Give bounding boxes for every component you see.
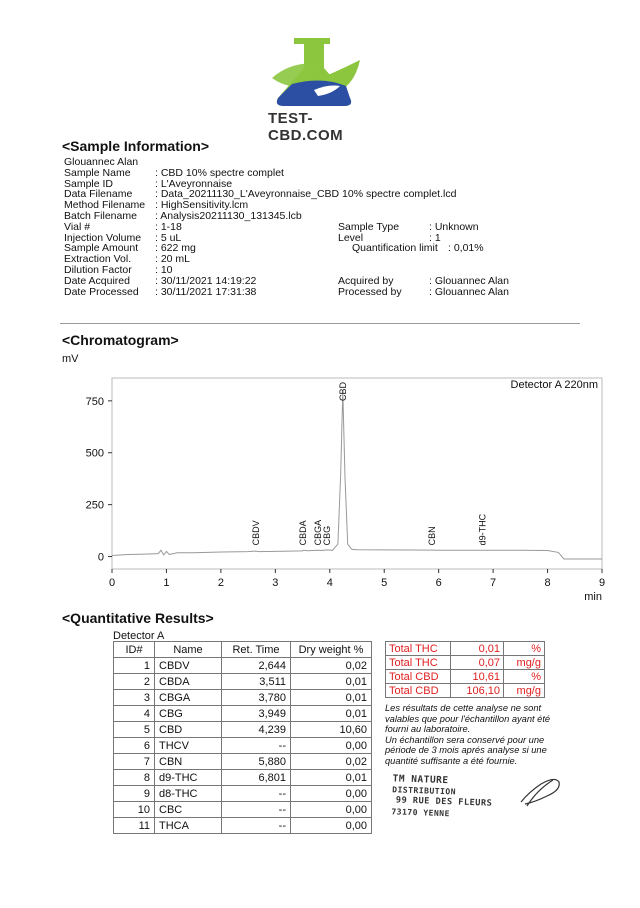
chromatogram-trace	[112, 391, 602, 560]
info-value-right: : Glouannec Alan	[429, 285, 509, 298]
cell-dry-weight: 0,00	[291, 786, 372, 802]
cell-ret-time: --	[222, 802, 291, 818]
cell-name: THCV	[155, 738, 222, 754]
cell-id: 10	[114, 802, 155, 818]
info-value: : 10	[155, 264, 173, 276]
info-value-right: : Unknown	[429, 220, 479, 233]
table-row	[114, 786, 372, 802]
info-value: : 20 mL	[155, 253, 191, 266]
table-row	[114, 754, 372, 770]
note-line: valables que pour l'échantillon ayant été	[385, 713, 551, 724]
chromatogram-heading: <Chromatogram>	[62, 332, 179, 348]
y-tick-label: 250	[85, 499, 104, 512]
cell-name: CBDV	[155, 658, 222, 674]
quant-detector-label: Detector A	[113, 630, 165, 642]
table-row	[114, 802, 372, 818]
stamp-line: TM NATURE	[392, 773, 449, 787]
cell-name: CBC	[155, 802, 222, 818]
peak-label: CBN	[427, 526, 438, 546]
table-row	[114, 690, 372, 706]
peak-label: CBD	[337, 382, 348, 402]
table-row	[114, 722, 372, 738]
x-tick-label: 6	[435, 577, 442, 589]
detector-label: Detector A 220nm	[510, 379, 598, 391]
cell-name: CBN	[155, 754, 222, 770]
info-label-right: Quantification limit	[352, 242, 438, 255]
sample-info-block	[64, 157, 584, 307]
logo-text: TEST-CBD.COM	[268, 110, 344, 144]
total-value: 10,61	[451, 670, 504, 684]
cell-id: 5	[114, 722, 155, 738]
owner-name: Glouannec Alan	[64, 156, 139, 168]
table-row	[114, 658, 372, 674]
sample-info-heading: <Sample Information>	[62, 138, 210, 154]
cell-name: CBGA	[155, 690, 222, 706]
info-value: : L'Aveyronnaise	[155, 177, 233, 190]
note-line: Les résultats de cette analyse ne sont	[385, 703, 542, 713]
info-value-right: : 1	[429, 231, 441, 244]
x-tick-label: 2	[217, 577, 224, 589]
info-value-right: : 0,01%	[448, 242, 484, 255]
info-label-right: Level	[338, 231, 364, 244]
cell-dry-weight: 0,00	[291, 802, 372, 818]
note-line: période de 3 mois aprés analyse si une	[385, 745, 547, 755]
y-axis-label: mV	[62, 353, 79, 365]
quant-table	[113, 641, 372, 834]
info-value: : HighSensitivity.lcm	[155, 199, 249, 212]
total-unit: mg/g	[504, 656, 545, 670]
cell-dry-weight: 0,02	[291, 754, 372, 770]
cell-name: THCA	[155, 818, 222, 834]
cell-ret-time: 3,949	[222, 706, 291, 722]
cell-dry-weight: 0,00	[291, 818, 372, 834]
cell-id: 4	[114, 706, 155, 722]
cell-ret-time: 2,644	[222, 658, 291, 674]
info-label: Sample Name	[64, 166, 131, 179]
note-line: quantité suffisante a été fournie.	[385, 755, 518, 766]
cell-ret-time: 3,780	[222, 690, 291, 706]
signature-icon	[515, 772, 565, 812]
peak-label: d9-THC	[477, 513, 488, 546]
info-value: : 5 uL	[155, 231, 182, 244]
cell-name: d9-THC	[155, 770, 222, 786]
col-id: ID#	[114, 642, 155, 658]
disclaimer-note	[385, 703, 585, 766]
x-axis-label: min	[584, 591, 602, 603]
note-line: fourni au laboratoire.	[385, 724, 471, 734]
col-dry-weight: Dry weight %	[291, 642, 372, 658]
cell-dry-weight: 0,01	[291, 706, 372, 722]
peak-label: CBDA	[298, 520, 309, 546]
total-label: Total CBD	[386, 670, 451, 684]
table-row	[114, 770, 372, 786]
cell-name: CBD	[155, 722, 222, 738]
total-value: 0,07	[451, 656, 504, 670]
note-line: Un échantillon sera conservé pour une	[385, 734, 545, 745]
company-stamp	[391, 773, 493, 820]
total-unit: %	[504, 670, 545, 684]
col-ret-time: Ret. Time	[222, 642, 291, 658]
info-label: Sample Amount	[64, 242, 139, 255]
cell-name: d8-THC	[155, 786, 222, 802]
info-value: : 30/11/2021 14:19:22	[155, 274, 257, 287]
info-label: Data Filename	[64, 188, 133, 201]
info-label: Extraction Vol.	[64, 253, 132, 266]
info-label: Injection Volume	[64, 231, 142, 244]
cell-ret-time: --	[222, 738, 291, 754]
totals-row	[386, 670, 545, 684]
x-tick-label: 8	[544, 577, 551, 589]
cell-ret-time: 4,239	[222, 722, 291, 738]
info-value-right: : Glouannec Alan	[429, 274, 509, 287]
total-label: Total THC	[386, 642, 451, 656]
info-value: : 1-18	[155, 220, 182, 233]
info-value: : Analysis20211130_131345.lcb	[155, 210, 302, 222]
x-tick-label: 1	[163, 577, 170, 589]
divider	[60, 323, 580, 324]
stamp-line: 99 RUE DES FLEURS	[395, 795, 493, 809]
cell-dry-weight: 0,01	[291, 690, 372, 706]
x-tick-label: 4	[326, 577, 333, 589]
info-value: : 622 mg	[155, 242, 196, 255]
info-value: : CBD 10% spectre complet	[155, 166, 284, 179]
total-value: 0,01	[451, 642, 504, 656]
cell-id: 1	[114, 658, 155, 674]
flask-logo-icon	[262, 30, 378, 110]
total-unit: %	[504, 642, 545, 656]
info-label: Sample ID	[64, 177, 114, 190]
info-value: : Data_20211130_L'Aveyronnaise_CBD 10% spectre complet.lcd	[155, 188, 457, 201]
peak-label: CBGA	[312, 519, 323, 546]
info-label: Batch Filename	[64, 210, 137, 222]
cell-dry-weight: 0,02	[291, 658, 372, 674]
cell-name: CBDA	[155, 674, 222, 690]
x-tick-label: 3	[272, 577, 279, 589]
x-tick-label: 5	[381, 577, 388, 589]
info-label: Vial #	[64, 220, 91, 233]
cell-id: 11	[114, 818, 155, 834]
stamp-line: DISTRIBUTION	[392, 785, 457, 797]
cell-dry-weight: 0,01	[291, 770, 372, 786]
peak-label: CBG	[322, 525, 333, 546]
quant-heading: <Quantitative Results>	[62, 610, 214, 626]
total-label: Total CBD	[386, 684, 451, 698]
quant-header-row	[114, 642, 372, 658]
x-tick-label: 9	[598, 577, 606, 589]
totals-table	[385, 641, 545, 698]
cell-id: 9	[114, 786, 155, 802]
info-label: Dilution Factor	[64, 264, 132, 276]
chromatogram-chart	[60, 348, 620, 610]
cell-ret-time: 3,511	[222, 674, 291, 690]
info-label-right: Sample Type	[338, 220, 400, 233]
info-label: Date Acquired	[64, 274, 130, 287]
test-cbd-logo	[262, 30, 378, 144]
cell-dry-weight: 10,60	[291, 722, 372, 738]
col-name: Name	[155, 642, 222, 658]
info-value: : 30/11/2021 17:31:38	[155, 285, 257, 298]
cell-id: 8	[114, 770, 155, 786]
cell-ret-time: --	[222, 786, 291, 802]
info-label: Method Filename	[64, 199, 146, 212]
total-label: Total THC	[386, 656, 451, 670]
x-tick-label: 7	[490, 577, 497, 589]
info-label-right: Acquired by	[338, 274, 394, 287]
table-row	[114, 818, 372, 834]
cell-ret-time: --	[222, 818, 291, 834]
total-value: 106,10	[451, 684, 504, 698]
peak-label: CBDV	[250, 520, 261, 546]
cell-dry-weight: 0,01	[291, 674, 372, 690]
info-label-right: Processed by	[338, 285, 402, 298]
total-unit: mg/g	[504, 684, 545, 698]
cell-id: 7	[114, 754, 155, 770]
table-row	[114, 706, 372, 722]
totals-row	[386, 656, 545, 670]
y-tick-label: 0	[97, 551, 104, 564]
cell-id: 3	[114, 690, 155, 706]
y-tick-label: 500	[85, 447, 104, 460]
totals-row	[386, 642, 545, 656]
cell-ret-time: 5,880	[222, 754, 291, 770]
x-tick-label: 0	[108, 577, 116, 589]
cell-id: 2	[114, 674, 155, 690]
cell-ret-time: 6,801	[222, 770, 291, 786]
y-tick-label: 750	[85, 395, 104, 408]
plot-frame	[112, 378, 602, 569]
cell-name: CBG	[155, 706, 222, 722]
totals-row	[386, 684, 545, 698]
table-row	[114, 738, 372, 754]
table-row	[114, 674, 372, 690]
cell-dry-weight: 0,00	[291, 738, 372, 754]
stamp-line: 73170 YENNE	[391, 807, 451, 819]
info-label: Date Processed	[64, 285, 139, 298]
cell-id: 6	[114, 738, 155, 754]
